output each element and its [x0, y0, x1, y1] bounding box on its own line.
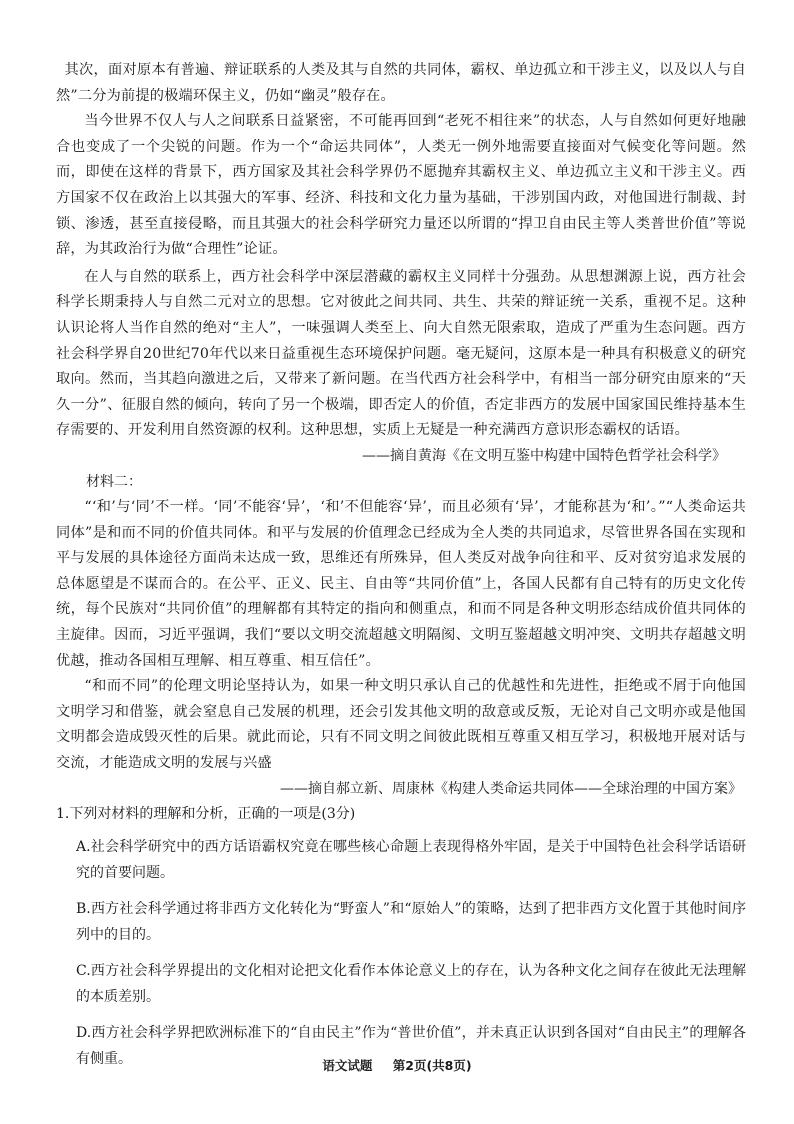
source-citation-2: ——摘自郝立新、周康林《构建人类命运共同体——全球治理的中国方案》 [280, 780, 742, 797]
material-2-label: 材料二： [86, 473, 142, 490]
paragraph-2: 当今世界不仅人与人之间联系日益紧密，不可能再回到“老死不相往来”的状态，人与自然如何更好地融合也变成了一个尖锐的问题。作为一个“命运共同体”，人类无一例外地需要直接面对气候变化等问题。然而，即使在这样的背景下，西方国家及其社会科学界仍不愿抛弃其霸权主义、单边孤立主义和干涉主义。西方国家不仅在政治上以其强大的军事、经济、科技和文化力量为基础，干涉别国内政，对他国进行制裁、封锁、渗透，甚至直接侵略，而且其强大的社会科学研究力量还以所谓的“捍卫自由民主等人类普世价值”等说辞，为其政治行为做“合理性”论证。 [56, 113, 746, 258]
option-d: D.西方社会科学界把欧洲标准下的“自由民主”作为“普世价值”，并未真正认识到各国对“自由民主”的理解各有侧重。 [76, 1024, 746, 1067]
option-a: A.社会科学研究中的西方话语霸权究竟在哪些核心命题上表现得格外牢固，是关于中国特色社会科学话语研究的首要问题。 [76, 838, 746, 881]
paragraph-1: 其次，面对原本有普遍、辩证联系的人类及其与自然的共同体，霸权、单边孤立和干涉主义，以及以人与自然”二分为前提的极端环保主义，仍如“幽灵”般存在。 [56, 62, 746, 104]
footer-subject: 语文试题 [322, 1058, 373, 1073]
footer-page-number: 第2页(共8页) [392, 1058, 472, 1073]
source-citation-1: ——摘自黄海《在文明互鉴中构建中国特色哲学社会科学》 [362, 447, 726, 464]
option-c: C.西方社会科学界提出的文化相对论把文化看作本体论意义上的存在，认为各种文化之间存在彼此无法理解的本质差别。 [76, 962, 746, 1005]
paragraph-5: “和而不同”的伦理文明论坚持认为，如果一种文明只承认自己的优越性和先进性，拒绝或不屑于向他国文明学习和借鉴，就会窒息自己发展的机理，还会引发其他文明的敌意或反叛，无论对自己文明亦或是他国文明都会造成毁灭性的后果。就此而论，只有不同文明之间彼此既相互尊重又相互学习，积极地开展对话与交流，才能造成文明的发展与兴盛 [56, 678, 746, 772]
page-footer [0, 1056, 794, 1074]
option-b: B.西方社会科学通过将非西方文化转化为“野蛮人”和“原始人”的策略，达到了把非西方文化置于其他时间序列中的目的。 [76, 900, 746, 943]
exam-page [56, 58, 746, 1072]
question-stem: 1.下列对材料的理解和分析，正确的一项是(3分) [56, 806, 356, 823]
paragraph-3: 在人与自然的联系上，西方社会科学中深层潜藏的霸权主义同样十分强劲。从思想渊源上说，西方社会科学长期秉持人与自然二元对立的思想。它对彼此之间共同、共生、共荣的辩证统一关系，重视不足。这种认识论将人当作自然的绝对“主人”，一味强调人类至上、向大自然无限索取，造成了严重为生态问题。西方社会科学界自20世纪70年代以来日益重视生态环境保护问题。毫无疑问，这原本是一种具有积极意义的研究取向。然而，当其趋向激进之后，又带来了新问题。在当代西方社会科学中，有相当一部分研究由原来的“天久一分”、征服自然的倾向，转向了另一个极端，即否定人的价值，否定非西方的发展中国家国民维持基本生存需要的、开发利用自然资源的权利。这种思想，实质上无疑是一种充满西方意识形态霸权的话语。 [56, 268, 746, 439]
paragraph-4: “‘和’与‘同’不一样。‘同’不能容‘异’，‘和’不但能容‘异’，而且必须有‘异’，才能称甚为‘和’。”“人类命运共同体”是和而不同的价值共同体。和平与发展的价值理念已经成为全人类的共同追求，尽管世界各国在实现和平与发展的具体途径方面尚未达成一致，思维还有所殊异，但人类反对战争向往和平、反对贫穷追求发展的总体愿望是不谋而合的。在公平、正义、民主、自由等“共同价值”上，各国人民都有自己特有的历史文化传统，每个民族对“共同价值”的理解都有其特定的指向和侧重点，和而不同是各种文明形态结成价值共同体的主旋律。因而，习近平强调，我们“要以文明交流超越文明隔阂、文明互鉴超越文明冲突、文明共存超越文明优越，推动各国相互理解、相互尊重、相互信任”。 [56, 499, 746, 669]
